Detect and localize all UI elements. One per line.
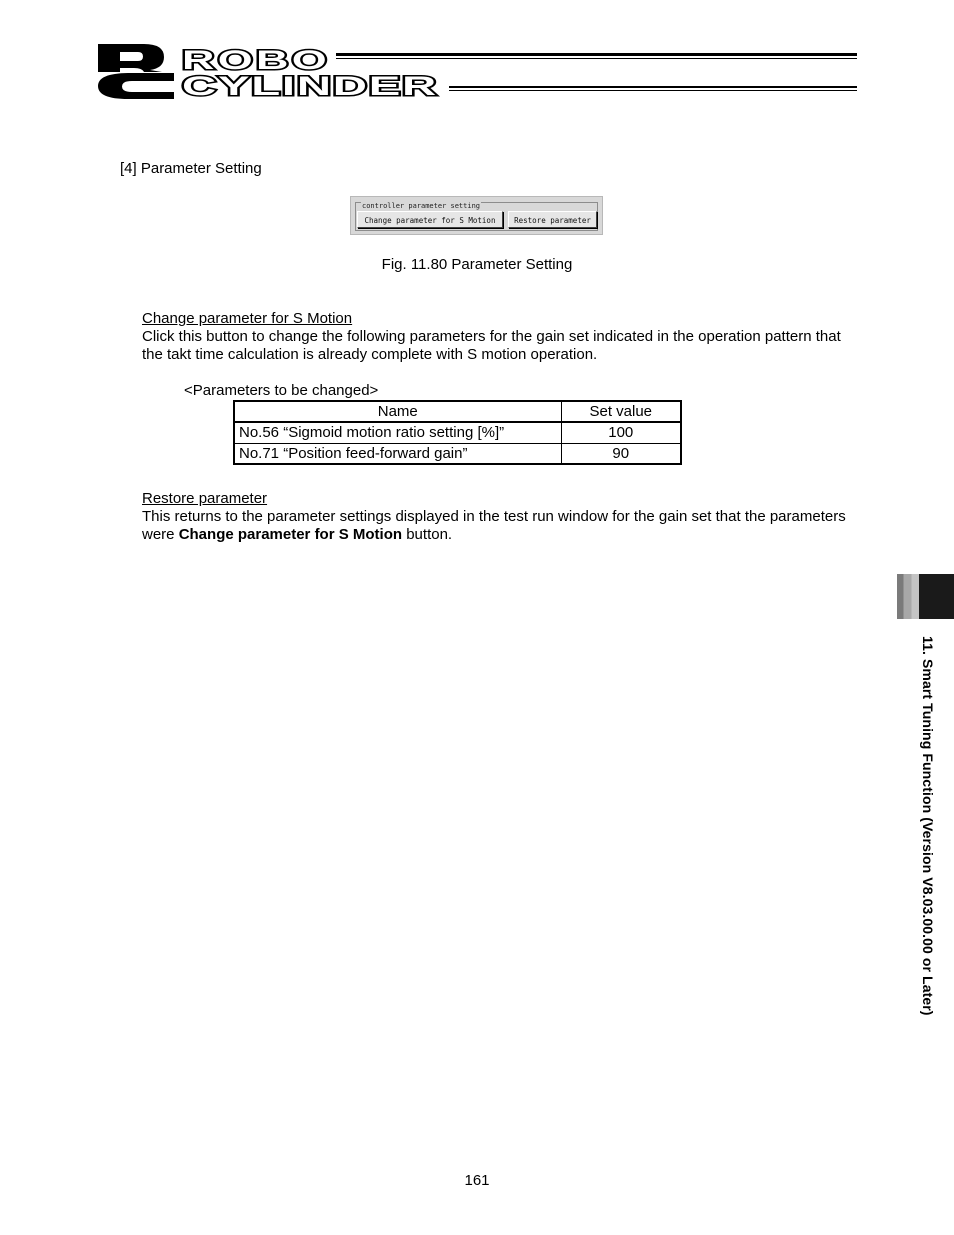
rc-logo-icon (98, 44, 174, 99)
header-set-value: Set value (561, 401, 681, 422)
header-rule-top-thick (336, 53, 857, 56)
restore-body-end: button. (402, 526, 453, 543)
chapter-tab-black (919, 574, 954, 619)
figure-caption: Fig. 11.80 Parameter Setting (381, 256, 573, 273)
row-name: No.71 “Position feed-forward gain” (234, 443, 561, 464)
svg-text:ROBO: ROBO (182, 45, 330, 75)
table-header-row (234, 401, 681, 422)
parameters-table (233, 400, 682, 465)
change-section-body: Click this button to change the following parameters for the gain set indicated in the operation pattern that the takt time calculation is already complete with S motion operation. (142, 328, 841, 363)
header-name: Name (234, 401, 561, 422)
restore-section-heading: Restore parameter (142, 490, 268, 507)
robo-cylinder-logo (96, 42, 441, 100)
group-label: controller parameter setting (362, 202, 481, 210)
row-name: No.56 “Sigmoid motion ratio setting [%]” (234, 422, 561, 443)
table-row (234, 422, 681, 443)
chapter-side-title: 11. Smart Tuning Function (Version V8.03.00.00 or Later) (920, 636, 936, 1016)
change-parameter-s-motion-button[interactable]: Change parameter for S Motion (357, 211, 503, 228)
chapter-tab-grey (897, 574, 919, 619)
restore-section-body (142, 508, 862, 544)
svg-text:CYLINDER: CYLINDER (182, 71, 438, 100)
restore-parameter-button[interactable]: Restore parameter (508, 211, 597, 228)
header-rule-top-thin (336, 58, 857, 59)
row-value: 100 (561, 422, 681, 443)
header-rule-bottom-thin (449, 90, 857, 91)
restore-body-text: This returns to the parameter settings displayed in the test run window for the gain set that the parameters were (142, 508, 846, 543)
table-label: <Parameters to be changed> (184, 382, 379, 399)
page-number: 161 (464, 1172, 490, 1189)
change-section-heading: Change parameter for S Motion (142, 310, 353, 327)
restore-body-bold: Change parameter for S Motion (178, 526, 403, 543)
section-title: [4] Parameter Setting (120, 160, 262, 177)
row-value: 90 (561, 443, 681, 464)
header-rule-bottom-thick (449, 86, 857, 88)
table-row (234, 443, 681, 464)
